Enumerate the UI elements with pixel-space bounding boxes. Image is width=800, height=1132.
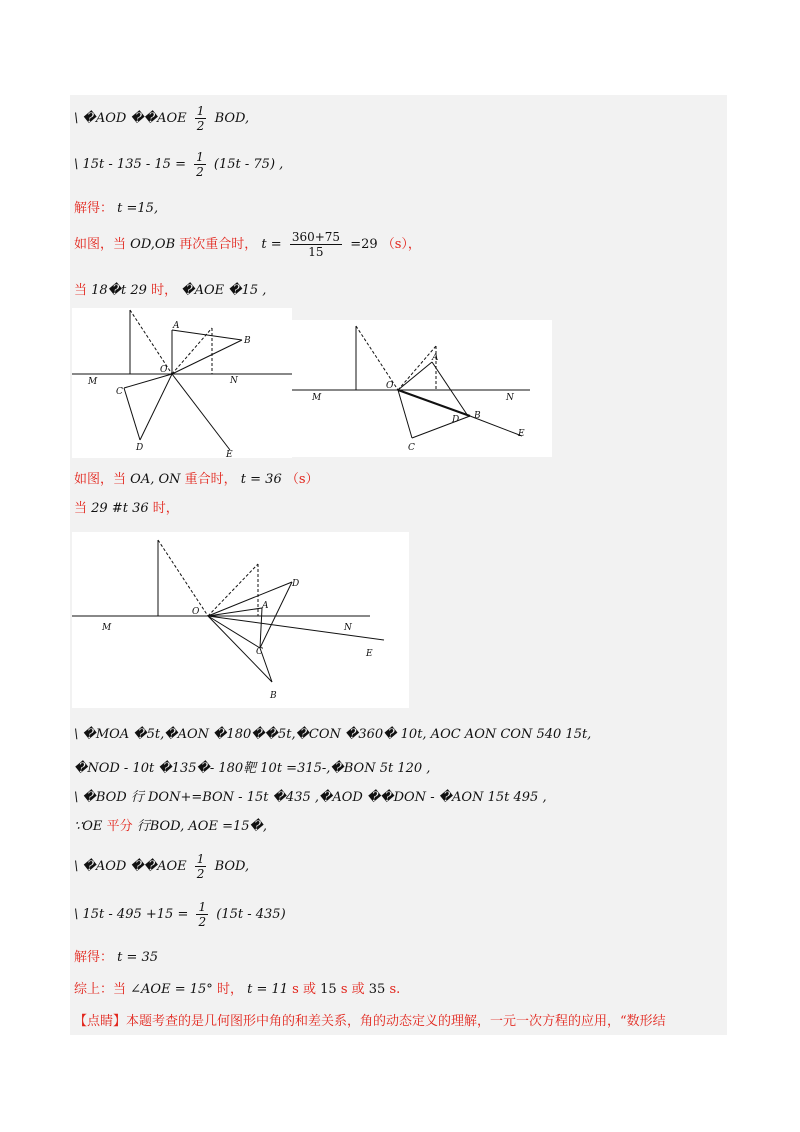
- figure-2: [292, 320, 552, 457]
- fig3-label-c: C: [256, 647, 263, 657]
- line-12: [74, 852, 249, 881]
- fig3-label-n: N: [344, 623, 352, 633]
- fig2-label-a: A: [432, 353, 439, 363]
- fig1-label-n: N: [230, 376, 238, 386]
- l2-den: 2: [196, 165, 204, 179]
- fig1-label-a: A: [173, 321, 180, 331]
- figure-1: [72, 308, 292, 458]
- l4-pre: 如图，当: [74, 237, 127, 252]
- line-1: [74, 104, 249, 133]
- l2-frac: [194, 150, 206, 179]
- line-9: �NOD - 10t �135�- 180靶 10t =315-,�BON 5t 120 ,: [74, 761, 431, 776]
- l2-num: 1: [196, 150, 204, 164]
- line-7: [74, 497, 179, 516]
- l14-label: 解得：: [74, 950, 114, 965]
- fig1-label-d: D: [136, 443, 144, 453]
- line-14: [74, 946, 158, 965]
- l12-b: BOD,: [214, 859, 250, 874]
- l15-cond: ∠AOE = 15°: [130, 982, 213, 997]
- fig3-label-o: O: [192, 607, 200, 617]
- l5-post: 时，: [151, 283, 178, 298]
- l5-expr: 18�t 29: [91, 283, 147, 298]
- l15-v2: 15: [320, 982, 337, 997]
- l12-num: 1: [196, 852, 205, 866]
- line-16-remark: 【点睛】本题考查的是几何图形中角的和差关系，角的动态定义的理解，一元一次方程的应用，“数形结: [74, 1014, 666, 1029]
- line-13: [74, 900, 286, 929]
- fig3-label-a: A: [262, 601, 269, 611]
- l4-unit: （s），: [381, 237, 421, 252]
- fig2-label-b: B: [474, 411, 481, 421]
- l6-rays: OA, ON: [130, 472, 181, 487]
- l6-unit: （s）: [285, 472, 319, 487]
- l14-expr: t = 35: [117, 950, 159, 965]
- l11-pre: ∵OE: [74, 819, 103, 834]
- l13-num: 1: [198, 900, 207, 914]
- l15-v1: t = 11: [247, 982, 289, 997]
- l12-frac: [195, 852, 207, 881]
- l6-post: 重合时，: [184, 472, 237, 487]
- l13-a: \ 15t - 495 +15 =: [74, 907, 189, 922]
- fig1-label-m: M: [88, 377, 98, 387]
- l4-frac: [290, 230, 342, 259]
- line-8: \ �MOA �5t,�AON �180��5t,�CON �360� 10t, AOC AON CON 540 15t,: [74, 727, 592, 742]
- l15-s2: s 或: [340, 982, 365, 997]
- l5-tail: �AOE �15 ,: [181, 283, 267, 298]
- fig1-label-c: C: [116, 387, 123, 397]
- fig2-label-e: E: [518, 429, 525, 439]
- l15-s1: s 或: [292, 982, 316, 997]
- l15-pre: 综上：当: [74, 982, 127, 997]
- line-10: \ �BOD 行 DON+=BON - 15t �435 ,�AOD ��DON - �AON 15t 495 ,: [74, 790, 547, 805]
- l7-post: 时，: [152, 501, 179, 516]
- l4-rays: OD,OB: [130, 237, 176, 252]
- fig2-label-m: M: [312, 393, 322, 403]
- l3-expr: t =15,: [117, 201, 159, 216]
- line-5: [74, 279, 266, 298]
- l1-a: \ �AOD ��AOE: [74, 111, 187, 126]
- fig1-label-b: B: [244, 336, 251, 346]
- l1-num: 1: [196, 104, 205, 118]
- l13-den: 2: [198, 915, 207, 929]
- l4-den: 15: [308, 245, 324, 259]
- fig3-label-d: D: [292, 579, 300, 589]
- figure-3: [72, 532, 409, 708]
- line-15: [74, 978, 400, 997]
- l4-rhs: =29: [350, 237, 378, 252]
- l5-pre: 当: [74, 283, 88, 298]
- l2-b: (15t - 75) ,: [213, 157, 284, 172]
- l12-a: \ �AOD ��AOE: [74, 859, 187, 874]
- l1-frac: [195, 104, 207, 133]
- line-3: [74, 197, 158, 216]
- line-2: [74, 150, 283, 179]
- fig2-label-n: N: [506, 393, 514, 403]
- l15-s3: s.: [389, 982, 401, 997]
- l11-post: 行BOD, AOE =15�,: [136, 819, 267, 834]
- line-4: [74, 230, 421, 259]
- fig1-label-o: O: [160, 365, 168, 375]
- l6-expr: t = 36: [240, 472, 282, 487]
- fig2-label-c: C: [408, 443, 415, 453]
- l4-post: 再次重合时，: [179, 237, 258, 252]
- fig3-label-e: E: [366, 649, 373, 659]
- fig1-label-e: E: [226, 450, 233, 458]
- l11-red: 平分: [106, 819, 133, 834]
- fig2-label-d: D: [452, 415, 460, 425]
- l13-b: (15t - 435): [216, 907, 286, 922]
- l15-post: 时，: [216, 982, 243, 997]
- l4-num: 360+75: [291, 230, 341, 244]
- line-6: [74, 468, 319, 487]
- line-11: [74, 815, 267, 834]
- fig2-label-o: O: [386, 381, 394, 391]
- fig3-label-m: M: [102, 623, 112, 633]
- l6-pre: 如图，当: [74, 472, 127, 487]
- l7-pre: 当: [74, 501, 88, 516]
- l2-a: \ 15t - 135 - 15 =: [74, 157, 186, 172]
- l13-frac: [196, 900, 208, 929]
- fig3-label-b: B: [270, 691, 277, 701]
- l7-expr: 29 #t 36: [91, 501, 149, 516]
- l4-lhs: t =: [261, 237, 282, 252]
- l1-b: BOD,: [214, 111, 250, 126]
- l12-den: 2: [196, 867, 205, 881]
- l3-label: 解得：: [74, 201, 114, 216]
- l15-v3: 35: [368, 982, 386, 997]
- l1-den: 2: [196, 119, 205, 133]
